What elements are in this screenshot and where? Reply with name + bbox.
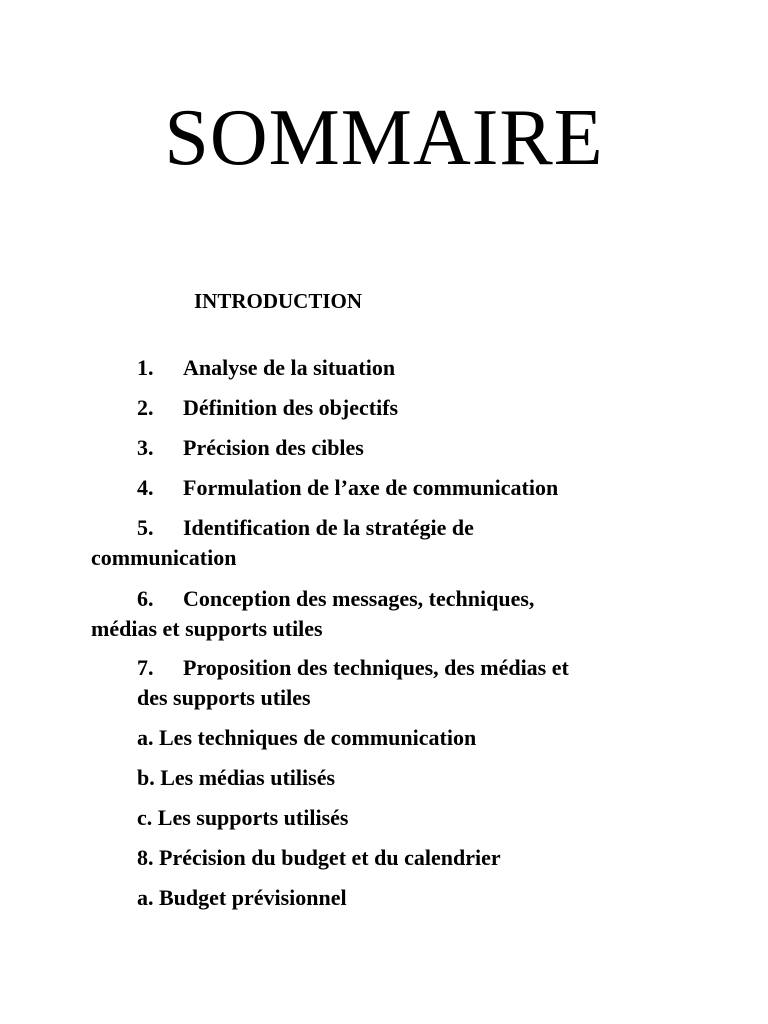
toc-item-number: 6. — [137, 586, 154, 611]
toc-item-number: 2. — [137, 395, 154, 420]
toc-subitem: a. Les techniques de communication — [137, 725, 477, 750]
toc-item-number: 1. — [137, 355, 154, 380]
toc-item-text: Conception des messages, techniques, — [183, 586, 535, 611]
toc-item-text: Identification de la stratégie de — [183, 515, 474, 540]
toc-item-text: Formulation de l’axe de communication — [183, 475, 559, 500]
toc-item — [137, 653, 569, 683]
toc-item-text: Analyse de la situation — [183, 355, 396, 380]
page-title: SOMMAIRE — [164, 94, 604, 182]
toc-item — [137, 513, 474, 543]
toc-subitem: a. Budget prévisionnel — [137, 885, 347, 910]
toc-item-continuation: communication — [91, 545, 237, 570]
toc-item — [137, 584, 534, 614]
introduction-heading: INTRODUCTION — [194, 289, 363, 313]
toc-item — [137, 433, 364, 463]
toc-item — [137, 473, 558, 503]
toc-item-text: Définition des objectifs — [183, 395, 399, 420]
toc-item-number: 4. — [137, 475, 154, 500]
toc-item-continuation: des supports utiles — [137, 685, 311, 710]
toc-item-continuation: médias et supports utiles — [91, 616, 323, 641]
toc-item-number: 5. — [137, 515, 154, 540]
toc-item-number: 7. — [137, 655, 154, 680]
toc-item-number: 3. — [137, 435, 154, 460]
toc-item-text: Précision des cibles — [183, 435, 364, 460]
toc-item-text: Proposition des techniques, des médias et — [183, 655, 569, 680]
toc-item — [137, 393, 398, 423]
toc-subitem: b. Les médias utilisés — [137, 765, 336, 790]
toc-item: 8. Précision du budget et du calendrier — [137, 845, 501, 870]
toc-subitem: c. Les supports utilisés — [137, 805, 349, 830]
toc-item — [137, 353, 395, 383]
